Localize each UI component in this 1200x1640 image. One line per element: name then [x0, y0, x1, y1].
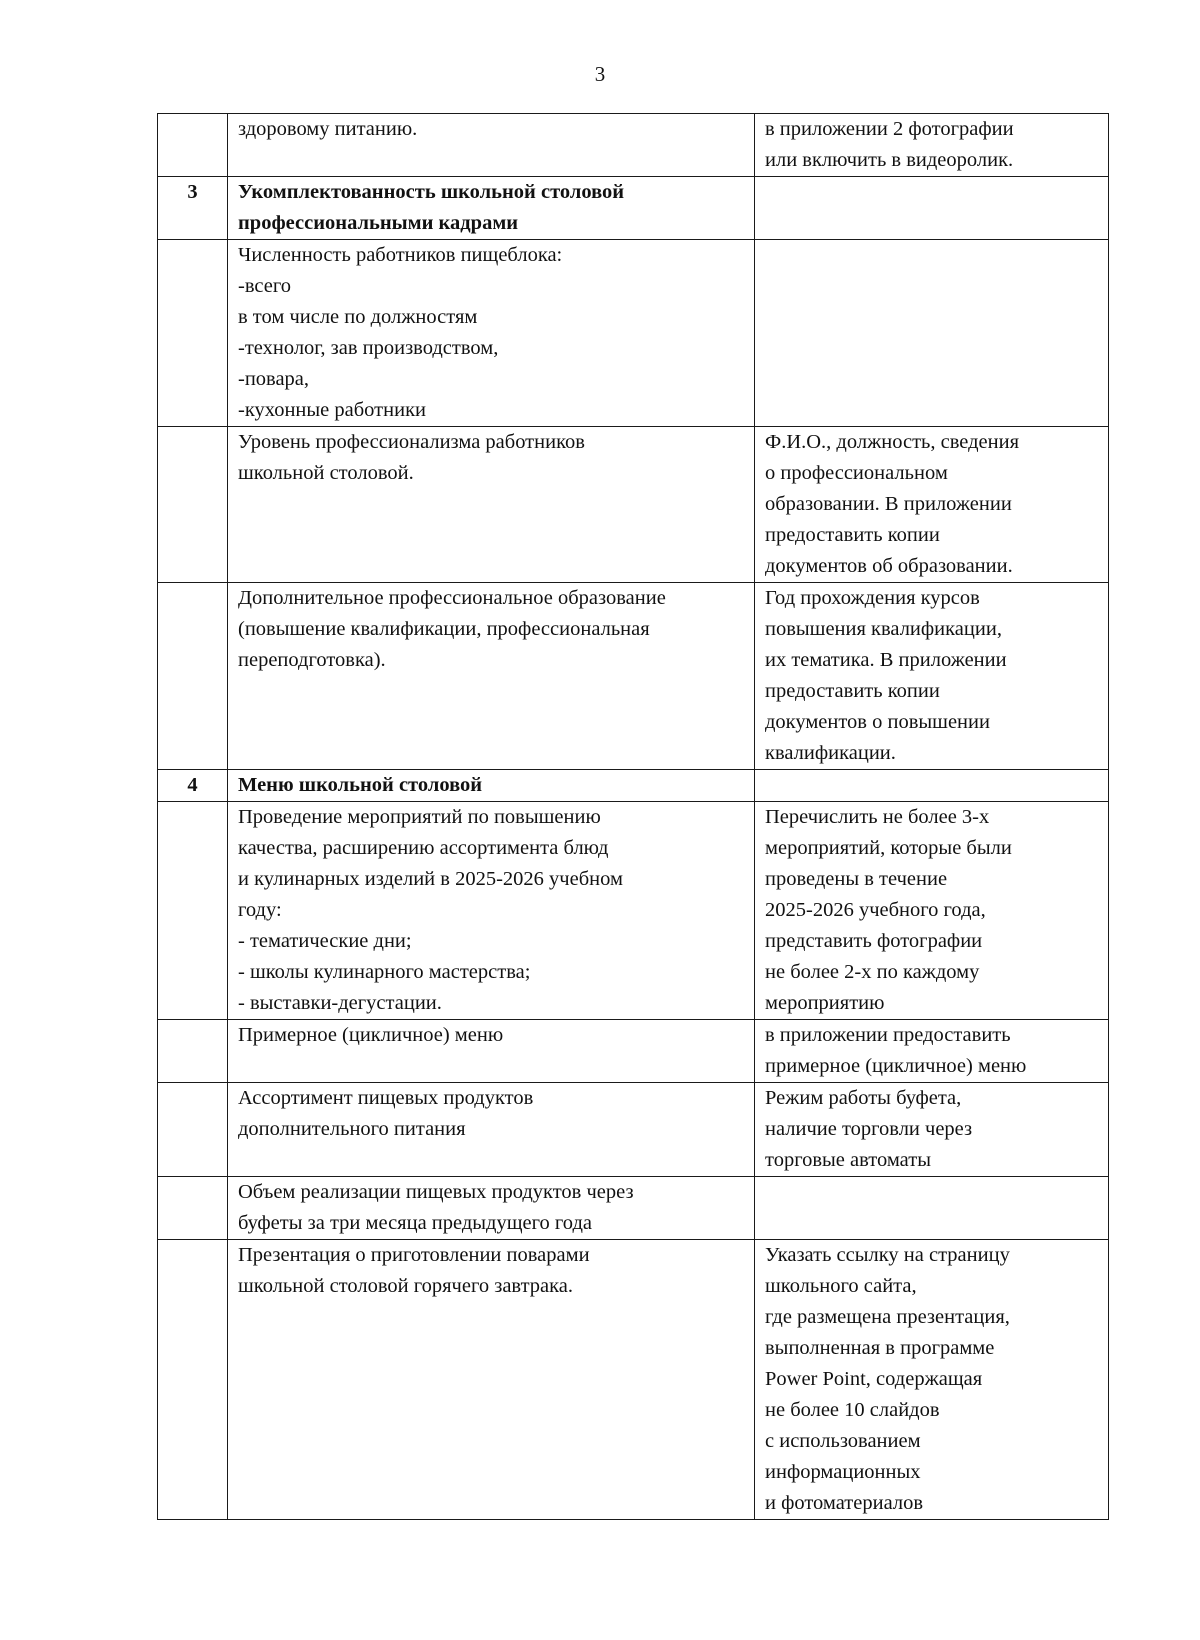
- requirements-cell: [755, 802, 1109, 1020]
- criterion-cell: [228, 177, 755, 240]
- criteria-table: [157, 113, 1109, 1520]
- criterion-line: школьной столовой.: [238, 462, 414, 484]
- requirement-line: торговые автоматы: [765, 1149, 931, 1171]
- requirement-line: о профессиональном: [765, 462, 948, 484]
- criterion-line: -повара,: [238, 368, 310, 390]
- row-number-cell: [158, 427, 228, 583]
- page-number: 3: [594, 62, 606, 86]
- row-number-cell: [158, 583, 228, 770]
- criterion-line: Укомплектованность школьной столовой: [238, 181, 625, 203]
- criterion-line: школьной столовой горячего завтрака.: [238, 1275, 574, 1297]
- table-row: [158, 1020, 1109, 1083]
- criterion-line: - тематические дни;: [238, 930, 412, 952]
- requirement-line: предоставить копии: [765, 524, 940, 546]
- criterion-cell: [228, 1020, 755, 1083]
- requirement-line: документов об образовании.: [765, 555, 1013, 577]
- criterion-line: качества, расширению ассортимента блюд: [238, 837, 609, 859]
- criterion-line: дополнительного питания: [238, 1118, 466, 1140]
- criterion-line: Презентация о приготовлении поварами: [238, 1244, 590, 1266]
- row-number-cell: [158, 1177, 228, 1240]
- requirements-cell: [755, 1020, 1109, 1083]
- requirement-line: 2025-2026 учебного года,: [765, 899, 986, 921]
- criterion-line: буфеты за три месяца предыдущего года: [238, 1212, 592, 1234]
- requirement-line: проведены в течение: [765, 868, 948, 890]
- requirement-line: Год прохождения курсов: [765, 587, 980, 609]
- criterion-line: -кухонные работники: [238, 399, 426, 421]
- requirement-line: выполненная в программе: [765, 1337, 995, 1359]
- requirements-cell: [755, 1177, 1109, 1240]
- row-number-cell: 4: [158, 770, 228, 802]
- requirement-line: где размещена презентация,: [765, 1306, 1010, 1328]
- requirement-line: школьного сайта,: [765, 1275, 917, 1297]
- criterion-cell: [228, 1240, 755, 1520]
- table-row: [158, 427, 1109, 583]
- criterion-line: переподготовка).: [238, 649, 386, 671]
- requirements-cell: [755, 1240, 1109, 1520]
- criterion-line: Объем реализации пищевых продуктов через: [238, 1181, 634, 1203]
- row-number-cell: [158, 1083, 228, 1177]
- table-row: [158, 1240, 1109, 1520]
- requirement-line: документов о повышении: [765, 711, 990, 733]
- requirement-line: наличие торговли через: [765, 1118, 973, 1140]
- criterion-line: году:: [238, 899, 282, 921]
- requirement-line: образовании. В приложении: [765, 493, 1012, 515]
- criterion-line: Уровень профессионализма работников: [238, 431, 585, 453]
- requirements-cell: [755, 770, 1109, 802]
- criterion-line: Ассортимент пищевых продуктов: [238, 1087, 534, 1109]
- table-row: [158, 1177, 1109, 1240]
- criterion-line: -технолог, зав производством,: [238, 337, 499, 359]
- criterion-line: в том числе по должностям: [238, 306, 478, 328]
- requirement-line: не более 10 слайдов: [765, 1399, 940, 1421]
- row-number-cell: [158, 802, 228, 1020]
- requirement-line: повышения квалификации,: [765, 618, 1002, 640]
- requirement-line: Режим работы буфета,: [765, 1087, 962, 1109]
- criterion-line: -всего: [238, 275, 291, 297]
- criterion-cell: [228, 240, 755, 427]
- requirement-line: информационных: [765, 1461, 921, 1483]
- table-row: [158, 240, 1109, 427]
- criterion-cell: [228, 114, 755, 177]
- criterion-line: и кулинарных изделий в 2025-2026 учебном: [238, 868, 623, 890]
- requirement-line: и фотоматериалов: [765, 1492, 924, 1514]
- criterion-line: здоровому питанию.: [238, 118, 418, 140]
- criterion-line: - выставки-дегустации.: [238, 992, 442, 1014]
- requirement-line: Перечислить не более 3-х: [765, 806, 990, 828]
- requirement-line: в приложении предоставить: [765, 1024, 1011, 1046]
- requirements-cell: [755, 114, 1109, 177]
- requirements-cell: [755, 427, 1109, 583]
- requirement-line: мероприятию: [765, 992, 885, 1014]
- criterion-cell: [228, 583, 755, 770]
- criterion-line: Дополнительное профессиональное образование: [238, 587, 666, 609]
- requirement-line: или включить в видеоролик.: [765, 149, 1014, 171]
- requirement-line: в приложении 2 фотографии: [765, 118, 1014, 140]
- table-row: [158, 770, 1109, 802]
- criterion-cell: [228, 427, 755, 583]
- requirement-line: Указать ссылку на страницу: [765, 1244, 1010, 1266]
- row-number-cell: [158, 1020, 228, 1083]
- criterion-line: (повышение квалификации, профессиональная: [238, 618, 650, 640]
- criterion-line: профессиональными кадрами: [238, 212, 519, 234]
- row-number-cell: [158, 1240, 228, 1520]
- table-row: [158, 114, 1109, 177]
- criterion-cell: [228, 1083, 755, 1177]
- row-number-cell: [158, 114, 228, 177]
- requirements-cell: [755, 240, 1109, 427]
- criterion-cell: [228, 1177, 755, 1240]
- requirement-line: Ф.И.О., должность, сведения: [765, 431, 1020, 453]
- criterion-line: Проведение мероприятий по повышению: [238, 806, 601, 828]
- requirement-line: предоставить копии: [765, 680, 940, 702]
- requirement-line: их тематика. В приложении: [765, 649, 1007, 671]
- criterion-line: Меню школьной столовой: [238, 774, 483, 796]
- requirement-line: не более 2-х по каждому: [765, 961, 980, 983]
- table-row: [158, 1083, 1109, 1177]
- criterion-cell: [228, 770, 755, 802]
- requirement-line: мероприятий, которые были: [765, 837, 1012, 859]
- requirement-line: представить фотографии: [765, 930, 983, 952]
- criterion-cell: [228, 802, 755, 1020]
- table-row: [158, 177, 1109, 240]
- criterion-line: Численность работников пищеблока:: [238, 244, 563, 266]
- requirement-line: примерное (цикличное) меню: [765, 1055, 1027, 1077]
- row-number-cell: 3: [158, 177, 228, 240]
- table-row: [158, 802, 1109, 1020]
- criteria-table-body: [158, 114, 1109, 1520]
- requirements-cell: [755, 177, 1109, 240]
- requirements-cell: [755, 583, 1109, 770]
- requirement-line: с использованием: [765, 1430, 921, 1452]
- table-row: [158, 583, 1109, 770]
- requirements-cell: [755, 1083, 1109, 1177]
- criterion-line: - школы кулинарного мастерства;: [238, 961, 531, 983]
- requirement-line: Power Point, содержащая: [765, 1368, 983, 1390]
- criterion-line: Примерное (цикличное) меню: [238, 1024, 504, 1046]
- requirement-line: квалификации.: [765, 742, 896, 764]
- row-number-cell: [158, 240, 228, 427]
